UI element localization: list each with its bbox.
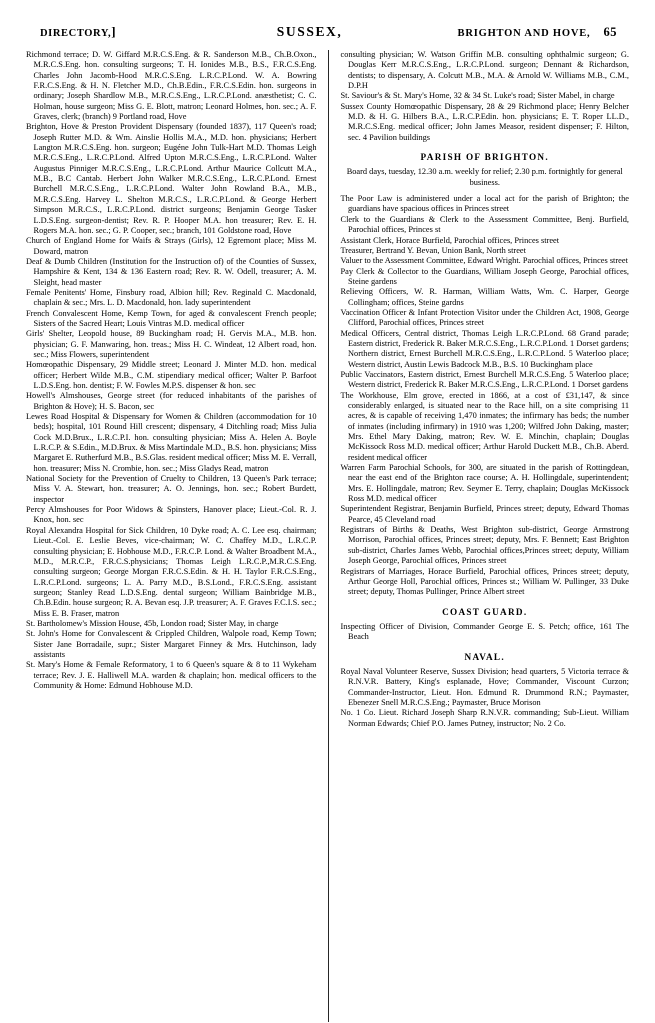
directory-entry: Church of England Home for Waifs & Strays (Girls), 12 Egremont place; Miss M. Doward, matron [26,236,317,256]
directory-entry: Brighton, Hove & Preston Provident Dispensary (founded 1837), 117 Queen's road; Joseph Rutter M.D. & Wm. Ainslie Hollis M.A., M.D. hon. physicians; Herbert Langton M.R.C.S.Eng. hon. surgeon; Eugéne John Tulk-Hart M.D. Thomas Leigh M.R.C.S.Eng., L.R.C.P.Lond. Alfred Upton M.R.C.S.Eng., L.R.C.P.Lond. Walter Augustus Pinniger M.R.C.S.Eng., L.R.C.P.Lond. Arthur Maurice Collcutt M.A., M.B., B.C Cantab. Herbert John Walker M.R.C.S.Eng., L.R.C.P.Lond. Ernest Burchell M.R.C.S.Eng., L.R.C.P.Lond. Walter John Rowland B.A., M.B., M.R.C.S.Eng. Harvey L. Shelton M.R.C.S., L.R.C.P.Lond. & George Herbert Simpson M.R.C.S., L.R.C.P.Lond. district surgeons; Benjamin George Tasker L.D.S.Eng. surgeon-dentist; Rev. R. P. Hooper M.A. hon treasurer; Rev. E. H. Rogers M.A. hon. sec.; G. P. Cooper, sec.; branch, 101 Goldstone road, Hove [26,122,317,235]
directory-entry: Superintendent Registrar, Benjamin Burfield, Princes street; deputy, Edward Thomas Pearce, 45 Cleveland road [340,504,629,524]
left-column [26,50,328,1022]
running-head-left-bracket: ] [111,24,116,39]
directory-entry: National Society for the Prevention of Cruelty to Children, 13 Queen's Park terrace; Miss V. A. Stewart, hon. treasurer; A. O. Jennings, hon. sec.; Robert Burdett, inspector [26,474,317,504]
directory-entry: St. Bartholomew's Mission House, 45b, London road; Sister May, in charge [26,618,279,628]
directory-entry: St. Mary's Home & Female Reformatory, 1 to 6 Queen's square & 8 to 11 Wykeham terrace; Rev. J. E. Halliwell M.A. warden & chaplain; hon. medical officers to the Community & Home: Edmund Hobhouse M.D. [26,660,317,690]
directory-entry: Valuer to the Assessment Committee, Edward Wright. Parochial offices, Princes street [340,256,628,266]
running-head-right: BRIGHTON AND HOVE, [457,28,591,39]
directory-entry: No. 1 Co. Lieut. Richard Joseph Sharp R.N.V.R. commanding; Sub-Lieut. William Norman Edwards; Chief P.O. James Putney, instructor; No. 2 Co. [340,708,629,728]
running-head [26,24,629,40]
directory-entry: consulting physician; W. Watson Griffin M.B. consulting ophthalmic surgeon; G. Douglas Kerr M.R.C.S.Eng., L.R.C.P.Lond. surgeon; Dennant & Richardson, dentists; to dispensary, A. Colcutt M.B., M.A. & Arnold W. Williams M.B., C.M., D.P.H [340,50,629,91]
directory-entry: Deaf & Dumb Children (Institution for the Instruction of) of the Counties of Sussex, Hampshire & Kent, 134 & 136 Eastern road; Rev. R. W. Odell, treasurer; A. M. Sleight, head master [26,256,317,287]
directory-entry: Homœopathic Dispensary, 29 Middle street; Leonard J. Minter M.D. hon. medical officer; Herbert Wilde M.B., C.M. stipendiary medical officer; Walter P. Barfoot L.D.S.Eng. hon. dentist; F. W. Fowles M.P.S. dispenser & hon. sec [26,360,317,390]
directory-entry: Public Vaccinators, Eastern district, Ernest Burchell M.R.C.S.Eng. 5 Waterloo place; Western district, Frederick R. Baker M.R.C.S.Eng., L.R.C.P.Lond. 1 Dorset gardens [340,369,629,390]
directory-entry: St. Saviour's & St. Mary's Home, 32 & 34 St. Luke's road; Sister Mabel, in charge [340,91,615,101]
directory-entry: Medical Officers, Central district, Thomas Leigh L.R.C.P.Lond. 68 Grand parade; Eastern district, Frederick R. Baker M.R.C.S.Eng., L.R.C.P.Lond. 1 Dorset gardens; Northern district, Ernest Burchell M.R.C.S.Eng., L.R.C.P.Lond. 5 Waterloo place; Western district, Austin Lewis Badcock M.B., B.S. 10 Buckingham place [340,328,629,369]
running-head-left-label: DIRECTORY, [40,28,112,39]
directory-entry: Female Penitents' Home, Finsbury road, Albion hill; Rev. Reginald C. Macdonald, chaplain & sec.; Mrs. L. D. Macdonald, hon. lady superintendent [26,287,317,308]
directory-entry: Relieving Officers, W. R. Harman, William Watts, Wm. C. Harper, George Collingham; offices, Steine gardns [340,287,629,307]
directory-entry: Pay Clerk & Collector to the Guardians, William Joseph George, Parochial offices, Steine gardens [340,266,629,286]
section-heading-naval: NAVAL. [464,651,505,662]
directory-entry: Inspecting Officer of Division, Commander George E. S. Petch; office, 161 The Beach [340,621,629,642]
board-days-note: Board days, tuesday, 12.30 a.m. weekly for relief; 2.30 p.m. fortnightly for general business. [346,167,623,187]
directory-entry: Royal Naval Volunteer Reserve, Sussex Division; head quarters, 5 Victoria terrace & R.N.V.R. Battery, King's esplanade, Hove; Commander, Viscount Curzon; Commander-Instructor, Lieut. Hon. Edmund R. Drummond R.N.; Paymaster, Ebenezer Snell M.R.C.S.Eng.; Paymaster, Bruce Morison [340,666,629,707]
directory-entry: The Poor Law is administered under a local act for the parish of Brighton; the guardians have spacious offices in Princes street [340,194,629,214]
directory-entry: Registrars of Marriages, Horace Burfield, Parochial offices, Princes street; deputy, Arthur George Holl, Parochial offices, Princes st.; William W. Pullinger, 33 Duke street; deputy, Thomas Pullinger, Prince Albert street [340,566,629,597]
directory-entry: Sussex County Homœopathic Dispensary, 28 & 29 Richmond place; Henry Belcher M.D. & H. G. Hilbers B.A., L.R.C.P.Edin. hon. physicians; E. T. Roper LL.D., M.R.C.S.Eng. medical officer; John James Measor, resident dispenser; F. Hilton, sec. 4 Pavilion buildings [340,101,629,142]
directory-entry: French Convalescent Home, Kemp Town, for aged & convalescent French people; Sisters of the Sacred Heart; Louis Vintras M.D. medical officer [26,308,317,328]
directory-entry: Warren Farm Parochial Schools, for 300, are situated in the parish of Rottingdean, near the east end of the Brighton race course; A. H. Hollingdale, superintendent; Mrs. E. Hollingdale, matron; Rev. Seymer E. Terry, chaplain; Douglas McKissock Ross M.D. medical officer [340,463,629,504]
directory-entry: Vaccination Officer & Infant Protection Visitor under the Children Act, 1908, George Clifford, Parochial offices, Princes street [340,307,629,328]
column-divider-rule [328,50,329,1022]
section-heading-coast-guard: COAST GUARD. [442,606,528,617]
page-number: 65 [603,25,617,39]
section-heading-parish-of-brighton: PARISH OF BRIGHTON. [420,152,549,163]
two-column-body [26,50,629,1022]
directory-entry: Richmond terrace; D. W. Giffard M.R.C.S.Eng. & R. Sanderson M.B., Ch.B.Oxon., M.R.C.S.Eng. hon. consulting surgeons; T. H. Ionides M.B., B.S., F.R.C.S.Eng. Charles John Jacomb-Hood M.R.C.S.Eng. L.R.C.P.Lond. W. A. Bowring F.R.C.S.Eng. & H. N. Fletcher M.D., Ch.B.Edin., F.R.C.S.Edin. hon. surgeons in ordinary; Joseph Shardlow M.B., M.R.C.S.Eng., L.R.C.P.Lond. anæsthetist; C. C. Holman, house surgeon; Miss G. E. Blott, matron; Leonard Holmes, hon. sec.; A. F. Graves, clerk; (branch) 9 Portland road, Hove [26,50,317,122]
directory-entry: Howell's Almshouses, George street (for reduced inhabitants of the parishes of Brighton & Hove); H. S. Bacon, sec [26,391,317,411]
directory-entry: Lewes Road Hospital & Dispensary for Women & Children (accommodation for 10 beds); hospital, 101 Round Hill crescent; dispensary, 4 Ditchling road; Miss Julia Cock M.D.Brux., L.R.C.P.I. hon. consulting physician; Miss A. Helen A. Boyle L.R.C.P. & S.Edin., M.D.Brux. & Miss Martindale M.D., B.S. hon. physicians; Miss Margaret E. Rutherfurd M.B., B.S.Glas. resident medical officer; Miss M. E. Verrall, hon. treasurer; Miss N. Crombie, hon. sec.; Miss Gladys Read, matron [26,412,317,473]
running-head-right-group [458,25,617,40]
directory-entry: Registrars of Births & Deaths, West Brighton sub-district, George Armstrong Morrison, Parochial offices, Princes street; deputy, Mrs. F. Bennett; East Brighton sub-district, Charles James Webb, Parochial offices,Princes street; deputy, William Joseph George, Parochial offices, Princes street [340,525,629,566]
directory-entry: Girls' Shelter, Leopold house, 89 Buckingham road; H. Gervis M.A., M.B. hon. physician; G. F. Manwaring, hon. treas.; Miss H. C. Windeat, 12 Albert road, hon. sec.; Miss Flowers, superintendent [26,329,317,359]
directory-entry: Treasurer, Bertrand Y. Bevan, Union Bank, North street [340,245,526,255]
running-head-center: SUSSEX, [276,24,343,39]
directory-entry: Percy Almshouses for Poor Widows & Spinsters, Hanover place; Lieut.-Col. R. J. Knox, hon. sec [26,505,317,525]
right-column [328,50,630,1022]
directory-entry: Royal Alexandra Hospital for Sick Children, 10 Dyke road; A. C. Lee esq. chairman; Lieut.-Col. E. Leslie Beves, vice-chairman; W. C. Chaffey M.D., L.R.C.P. consulting physician; E. Hobhouse M.D., F.R.C.P. Lond. & Walter Broadbent M.A., M.D., M.R.C.P., F.R.C.S.physicians; Thomas Leigh L.R.C.P.,M.R.C.S.Eng. consulting surgeon; George Morgan F.R.C.S.Edin. & H. H. Taylor F.R.C.S.Eng., L.R.C.P.Lond. surgeons; L. A. Parry M.D., B.S.Lond., F.R.C.S.Eng. assistant surgeon; Stanley Read L.D.S.Eng. dental surgeon; William Bainbridge M.B., Ch.B.Edin. house surgeon; R. A. Bevan esq. J.P. treasurer; A. F. Graves F.C.I.S. sec.; Miss E. B. Fraser, matron [26,525,317,618]
running-head-left [40,24,116,40]
directory-entry: Clerk to the Guardians & Clerk to the Assessment Committee, Benj. Burfield, Parochial offices, Princes st [340,214,629,235]
directory-entry: St. John's Home for Convalescent & Crippled Children, Walpole road, Kemp Town; Sister Jane Borradaile, supr.; Sister Margaret Finney & Mrs. Hutchinson, lady assistants [26,629,317,659]
directory-entry: The Workhouse, Elm grove, erected in 1866, at a cost of £31,147, & since considerably enlarged, is situated near to the Race hill, on a site comprising 11 acres, & is capable of receiving 1,470 inmates; the infirmary has beds; the number of inmates (including infirmary) in 1910 was 1,200; Wilfred John Daking, master; Mrs. Ethel Mary Daking, matron; Rev. W. E. Minchin, chaplain; Douglas McKissock Ross M.D. medical officer; Arthur Harold Duckett M.B., Ch.B. Aberd. resident medical officer [340,390,629,462]
directory-entry: Assistant Clerk, Horace Burfield, Parochial offices, Princes street [340,235,560,245]
